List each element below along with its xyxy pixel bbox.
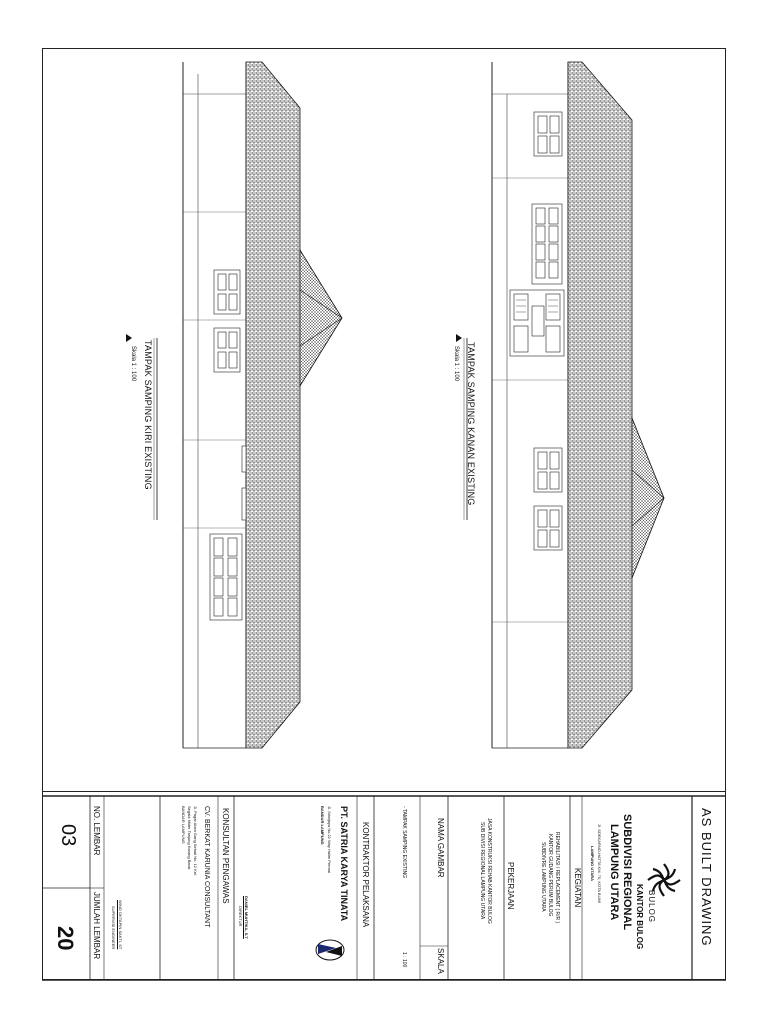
kegiatan-line-2: KANTOR GUDANG PERUM BULOG xyxy=(547,834,553,917)
sheet-no: 03 xyxy=(57,824,79,847)
pekerjaan-line-1: JASA KONSTRUKSI REHAB KANTOR BULOG xyxy=(486,818,492,924)
consultant-address-3: BANDAR LAMPUNG xyxy=(181,806,186,844)
right-drawing-title: TAMPAK SAMPING KANAN EXISTING xyxy=(466,342,476,506)
pekerjaan-line-2: SUB DIVISI REGIONAL LAMPUNG UTARA xyxy=(479,822,485,920)
supervisor-name: WINO OKTAPIN SAKTI, ST xyxy=(118,900,123,950)
consultant-name: CV. BERKAT KARUNIA CONSULTANT xyxy=(203,806,210,928)
sheet-total-label: JUMLAH LEMBAR xyxy=(92,892,101,960)
org-region: LAMPUNG UTARA xyxy=(608,824,620,921)
org-subdivision: SUBDIVISI REGIONAL xyxy=(621,814,633,931)
konsultan-label: KONSULTAN PENGAWAS xyxy=(221,808,230,904)
as-built-header: AS BUILT DRAWING xyxy=(699,808,714,947)
nama-gambar-label: NAMA GAMBAR xyxy=(436,818,445,878)
sheet-total: 20 xyxy=(53,926,78,951)
contractor-name: PT. SATRIA KARYA TINATA xyxy=(339,806,349,922)
left-drawing-scale: Skala 1 : 100 xyxy=(130,346,136,382)
right-drawing-scale: Skala 1 : 100 xyxy=(453,346,459,382)
skala-value: 1 : 100 xyxy=(401,952,407,968)
consultant-address-1: Jl. Pagar Alam Gang Sehati No. 12 Kel. xyxy=(193,806,198,877)
org-city: LAMPUNG UTARA xyxy=(590,846,595,882)
right-elevation xyxy=(492,62,664,748)
org-office: KANTOR BULOG xyxy=(635,884,644,950)
kontraktor-label: KONTRAKTOR PELAKSANA xyxy=(361,822,370,928)
supervisor-title: SUPERVISI ENGINEER xyxy=(111,906,116,950)
consultant-address-2: Segala Mider Tanjung Karang Barat xyxy=(187,806,192,870)
contractor-logo-icon xyxy=(316,940,344,960)
director-name: DANIEL MUHTIKA, S.T xyxy=(244,896,249,939)
left-elevation xyxy=(183,62,342,748)
kegiatan-label: KEGIATAN xyxy=(573,868,582,908)
director-title: DIREKTUR xyxy=(238,906,243,927)
nama-gambar-value: - TAMPAK SAMPING EXISTING xyxy=(401,806,407,878)
skala-label: SKALA xyxy=(436,948,445,974)
sheet-no-label: NO. LEMBAR xyxy=(92,806,101,856)
left-drawing-title: TAMPAK SAMPING KIRI EXISTING xyxy=(143,340,153,490)
org-name: BULOG xyxy=(647,890,656,924)
contractor-address: Jl. Sriwijaya No.22 Way Halim Permai xyxy=(327,806,332,873)
kegiatan-line-1: REHABILITASI / REPLACEMENT ( R/R ) xyxy=(554,832,560,924)
pekerjaan-label: PEKERJAAN xyxy=(506,862,515,910)
kegiatan-line-3: SUBDIVRE LAMPUNG UTARA xyxy=(540,842,546,912)
contractor-city: BANDAR LAMPUNG xyxy=(320,806,325,845)
org-address: Jl. SOEKARNO-HATTA KM. 70, KOTA BUMI xyxy=(597,824,602,903)
